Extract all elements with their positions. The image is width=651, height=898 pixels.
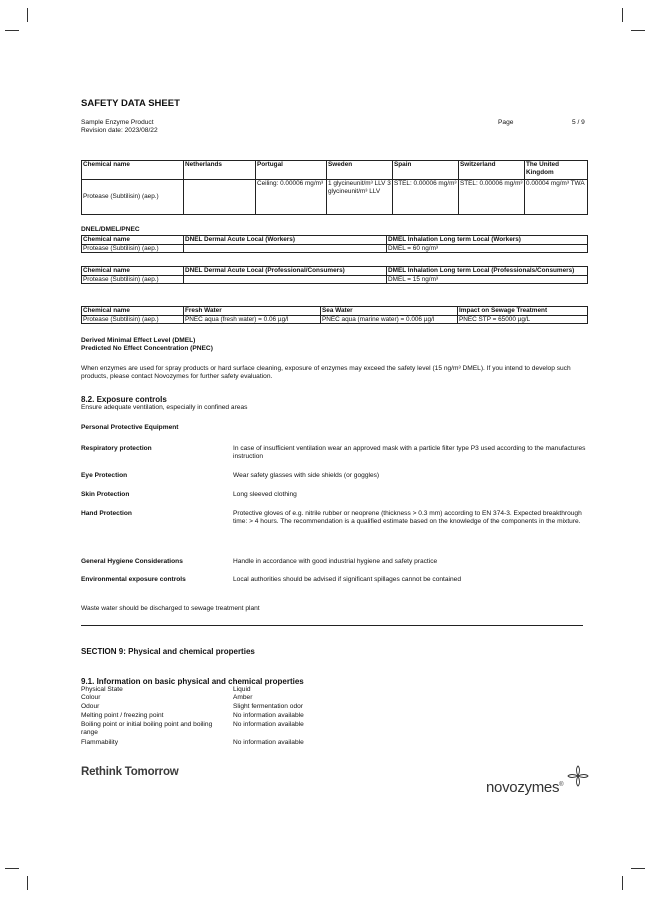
- ppe-heading: Personal Protective Equipment: [81, 424, 179, 431]
- exposure-sub: Ensure adequate ventilation, especially in confined areas: [81, 404, 248, 411]
- table-header: DNEL Dermal Acute Local (Professional/Consumers): [184, 267, 387, 276]
- table-cell: STEL: 0.00006 mg/m³: [459, 180, 525, 215]
- exposure-heading: 8.2. Exposure controls: [81, 395, 167, 404]
- table-header: Impact on Sewage Treatment: [458, 307, 588, 316]
- property-label: Physical State: [81, 686, 123, 693]
- property-value: Amber: [233, 694, 253, 701]
- table-header: DNEL Dermal Acute Local (Workers): [184, 236, 387, 245]
- ppe-value: In case of insufficient ventilation wear an approved mask with a particle filter type P3 used according to the manufactures instruction: [233, 445, 586, 461]
- table-cell: Protease (Subtilisin) (aep.): [82, 244, 184, 253]
- dnel-heading: DNEL/DMEL/PNEC: [81, 226, 140, 233]
- brand-name-text: novozymes: [486, 779, 560, 796]
- enzymes-note: When enzymes are used for spray products or hard surface cleaning, exposure of enzymes may exceed the safety level (15 ng/m³ DMEL). If you intend to develop such products, please contact Novozymes for further safety evaluation.: [81, 365, 571, 381]
- property-label: Odour: [81, 703, 100, 710]
- table-header: Sea Water: [321, 307, 458, 316]
- table-header: DMEL Inhalation Long term Local (Professionals/Consumers): [387, 267, 588, 276]
- table-cell: 1 glycineunit/m³ LLV 3 glycineunit/m³ LLV: [327, 180, 393, 215]
- ppe-value: Wear safety glasses with side shields (or goggles): [233, 472, 380, 479]
- property-label: Colour: [81, 694, 101, 701]
- table-cell: Protease (Subtilisin) (aep.): [82, 180, 184, 215]
- crop-mark: [5, 30, 19, 31]
- table-header: Portugal: [256, 161, 327, 180]
- table-cell: PNEC aqua (marine water) = 0.006 µg/l: [321, 315, 458, 324]
- section9-heading: SECTION 9: Physical and chemical properties: [81, 647, 255, 656]
- ppe-label: Hand Protection: [81, 510, 132, 517]
- table-cell: DMEL = 60 ng/m³: [387, 244, 588, 253]
- document-title: SAFETY DATA SHEET: [81, 98, 180, 109]
- ppe-value: Handle in accordance with good industrial hygiene and safety practice: [233, 558, 438, 565]
- dnel-consumers-table: [81, 266, 588, 284]
- table-header: Chemical name: [82, 161, 184, 180]
- property-value: Slight fermentation odor: [233, 703, 304, 710]
- ppe-label: General Hygiene Considerations: [81, 558, 183, 565]
- page-number: 5 / 9: [572, 119, 585, 126]
- ppe-label: Skin Protection: [81, 491, 130, 498]
- tagline: Rethink Tomorrow: [81, 766, 179, 778]
- product-name: Sample Enzyme Product: [81, 119, 154, 126]
- property-label: Flammability: [81, 739, 119, 746]
- table-cell: DMEL = 15 ng/m³: [387, 275, 588, 284]
- brand-name: [486, 779, 563, 796]
- table-cell: Ceiling: 0.00006 mg/m³: [256, 180, 327, 215]
- table-header: Sweden: [327, 161, 393, 180]
- table-header: DMEL Inhalation Long term Local (Workers): [387, 236, 588, 245]
- property-label: Boiling point or initial boiling point and boiling range: [81, 721, 213, 736]
- section9-sub: 9.1. Information on basic physical and chemical properties: [81, 677, 304, 686]
- table-header: Fresh Water: [184, 307, 321, 316]
- crop-mark: [27, 8, 28, 22]
- page-label: Page: [498, 119, 514, 126]
- novozymes-flower-logo-icon: [566, 765, 590, 787]
- ppe-label: Respiratory protection: [81, 445, 152, 452]
- table-cell: [184, 275, 387, 284]
- table-cell: [184, 244, 387, 253]
- property-value: No information available: [233, 721, 304, 728]
- table-header: Netherlands: [184, 161, 256, 180]
- table-header: Spain: [393, 161, 459, 180]
- crop-mark: [631, 868, 645, 869]
- property-value: No information available: [233, 712, 304, 719]
- table-cell: Protease (Subtilisin) (aep.): [82, 275, 184, 284]
- revision-date: Revision date: 2023/08/22: [81, 127, 158, 134]
- table-header: Chemical name: [82, 236, 184, 245]
- ppe-value: Protective gloves of e.g. nitrile rubber or neoprene (thickness > 0.3 mm) according to EN 374-3. Expected breakthrough time: > 4 hours. The recommendation is a qualified estimate based on the knowledge of the components in the mixture.: [233, 510, 582, 526]
- property-value: Liquid: [233, 686, 251, 693]
- pnec-definition: Predicted No Effect Concentration (PNEC): [81, 345, 213, 352]
- registered-mark: ®: [559, 782, 564, 788]
- crop-mark: [5, 868, 19, 869]
- waste-note: Waste water should be discharged to sewage treatment plant: [81, 605, 260, 612]
- table-header: Switzerland: [459, 161, 525, 180]
- table-header: Chemical name: [82, 307, 184, 316]
- oel-table: [81, 160, 588, 215]
- section-divider: [81, 625, 583, 626]
- pnec-table: [81, 306, 588, 324]
- table-header: The United Kingdom: [525, 161, 588, 180]
- crop-mark: [622, 8, 623, 22]
- ppe-label: Environmental exposure controls: [81, 576, 186, 583]
- table-cell: PNEC aqua (fresh water) = 0.06 µg/l: [184, 315, 321, 324]
- ppe-label: Eye Protection: [81, 472, 128, 479]
- crop-mark: [622, 876, 623, 890]
- crop-mark: [631, 30, 645, 31]
- table-cell: 0.00004 mg/m³ TWA: [525, 180, 588, 215]
- property-value: No information available: [233, 739, 304, 746]
- property-label: Melting point / freezing point: [81, 712, 164, 719]
- table-cell: Protease (Subtilisin) (aep.): [82, 315, 184, 324]
- ppe-value: Local authorities should be advised if significant spillages cannot be contained: [233, 576, 461, 583]
- dmel-definition: Derived Minimal Effect Level (DMEL): [81, 337, 196, 344]
- table-cell: [184, 180, 256, 215]
- dnel-workers-table: [81, 235, 588, 253]
- ppe-value: Long sleeved clothing: [233, 491, 297, 498]
- table-cell: STEL: 0.00006 mg/m³: [393, 180, 459, 215]
- table-header: Chemical name: [82, 267, 184, 276]
- table-cell: PNEC STP = 65000 µg/L: [458, 315, 588, 324]
- crop-mark: [27, 876, 28, 890]
